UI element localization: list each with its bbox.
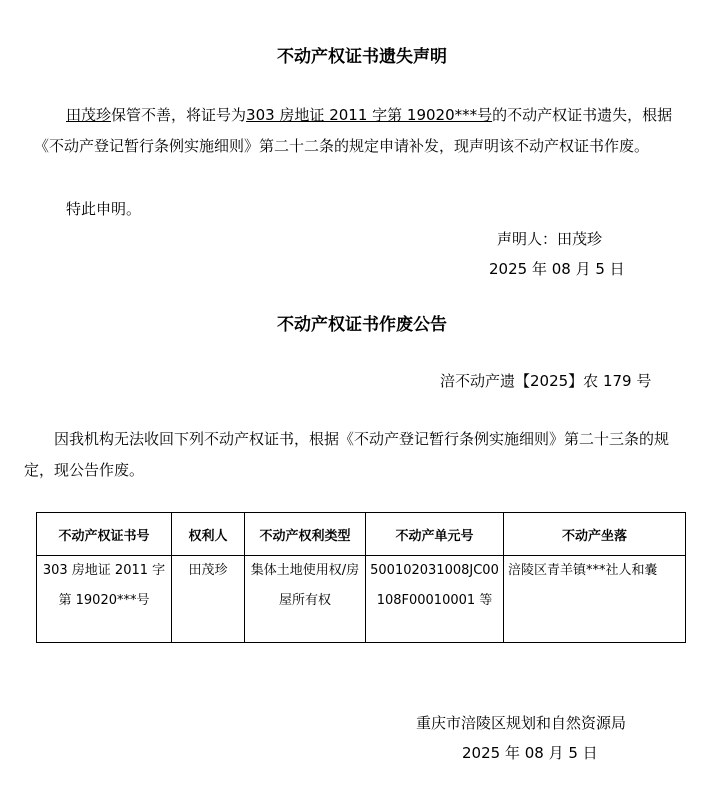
table-header: 不动产坐落 xyxy=(504,513,686,556)
table-row xyxy=(37,556,686,643)
announcement-date: 2025 年 08 月 5 日 xyxy=(462,744,598,762)
announcement-body: 因我机构无法收回下列不动产权证书，根据《不动产登记暂行条例实施细则》第二十三条的规定，现公告作废。 xyxy=(24,430,670,479)
table-header-row xyxy=(37,513,686,556)
declaration-body xyxy=(34,100,690,162)
table-cell-owner: 田茂珍 xyxy=(172,556,245,643)
declaration-title: 不动产权证书遗失声明 xyxy=(277,47,447,67)
declarant-name: 声明人：田茂珍 xyxy=(497,230,603,248)
issuer-name: 重庆市涪陵区规划和自然资源局 xyxy=(416,714,627,732)
announcement-doc-number: 涪不动产遗【2025】农 179 号 xyxy=(440,372,652,390)
declaration-date: 2025 年 08 月 5 日 xyxy=(489,260,625,278)
table-cell-unit-number: 500102031008JC00108F00010001 等 xyxy=(366,556,504,643)
table-cell-cert-number: 303 房地证 2011 字第 19020***号 xyxy=(37,556,172,643)
table-cell-location: 涪陵区青羊镇***社人和嚢 xyxy=(504,556,686,643)
announcement-title: 不动产权证书作废公告 xyxy=(277,315,447,335)
table-header: 不动产单元号 xyxy=(366,513,504,556)
table-header: 不动产权证书号 xyxy=(37,513,172,556)
declaration-closing: 特此申明。 xyxy=(66,200,142,218)
table-header: 权利人 xyxy=(172,513,245,556)
certificate-table xyxy=(36,512,686,643)
owner-name: 田茂珍 xyxy=(66,106,112,124)
declaration-text-1: 保管不善，将证号为 xyxy=(111,106,247,124)
table-header: 不动产权利类型 xyxy=(245,513,366,556)
certificate-number: 303 房地证 2011 字第 19020***号 xyxy=(246,106,493,124)
declaration-text-2: 的不动产权证书遗失，根据《不动产登记暂行条例实施细则》第二十二条的规定申请补发，现声明该不动产权证书作废。 xyxy=(34,106,673,155)
table-cell-right-type: 集体土地使用权/房屋所有权 xyxy=(245,556,366,643)
